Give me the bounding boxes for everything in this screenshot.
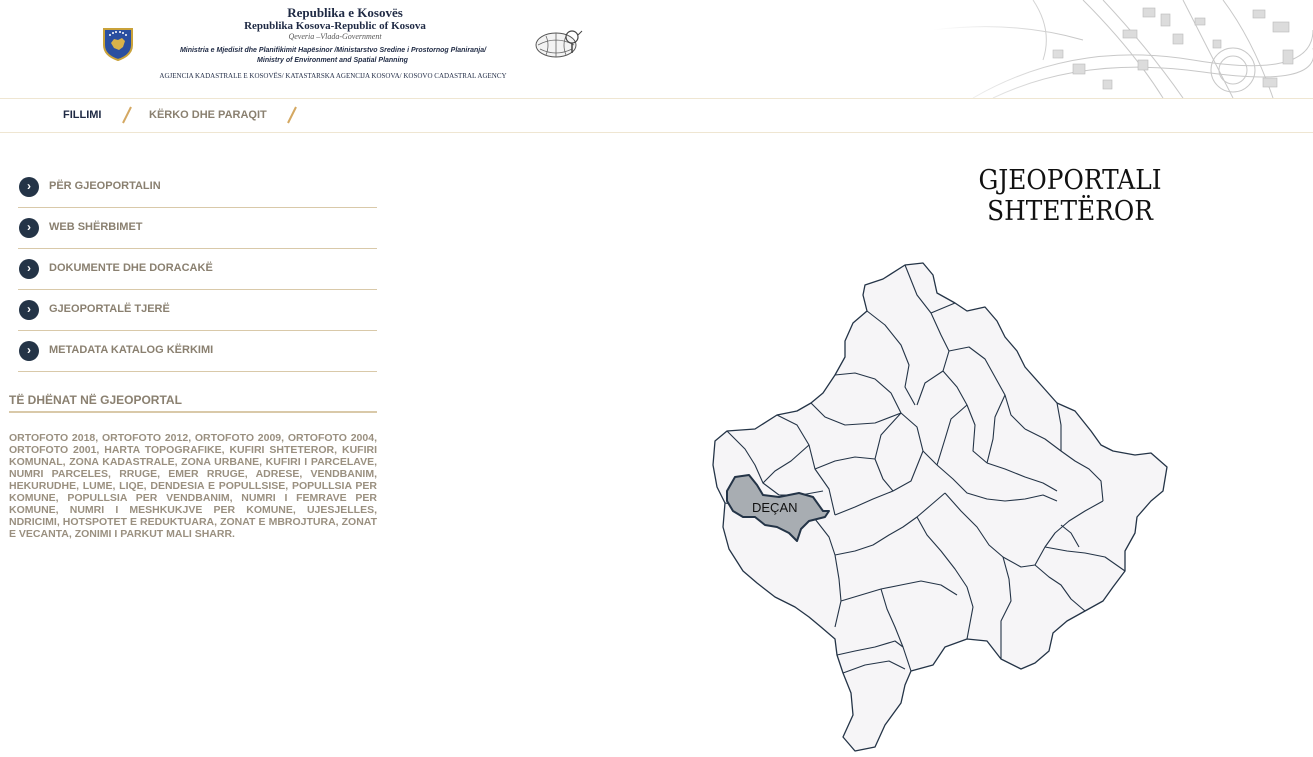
chevron-right-icon: › [19,177,39,197]
nav-separator-icon [286,105,298,125]
header-government: Qeveria –Vlada-Government [288,32,382,41]
chevron-right-icon: › [19,218,39,238]
site-header [0,0,1313,98]
data-section-title: TË DHËNAT NË GJEOPORTAL [9,393,182,407]
header-ministry-en: Ministry of Environment and Spatial Planning [257,57,408,64]
sidebar-item-label: METADATA KATALOG KËRKIMI [49,344,214,356]
sidebar-item-gjeoportale-tjere[interactable] [18,290,377,331]
sidebar-item-metadata-katalog-kerkimi[interactable] [18,331,377,372]
header-subtitle: Republika Kosova-Republic of Kosova [244,20,426,32]
sidebar-item-web-sherbimet[interactable] [18,208,377,249]
nav-item-fillimi[interactable]: FILLIMI [63,109,102,121]
header-title: Republika e Kosovës [287,5,403,20]
map-label-decan: DEÇAN [752,500,798,515]
sidebar-item-label: PËR GJEOPORTALIN [49,180,161,192]
kosovo-emblem-icon [102,27,134,61]
top-navigation [0,98,1313,133]
data-layers-list: ORTOFOTO 2018, ORTOFOTO 2012, ORTOFOTO 2009, ORTOFOTO 2004, ORTOFOTO 2001, HARTA TOPOGRAFIKE, KUFIRI SHTETEROR, KUFIRI KOMUNAL, ZONA KADASTRALE, ZONA URBANE, KUFIRI I PARCELAVE, NUMRI PARCELES, RRUGE, EMER RRUGE, ADRESE, VENDBANIM, HEKURUDHE, LUME, LIQE, DENDESIA E POPULLSISE, POPULLSIA PER KOMUNE, POPULLSIA PER VENDBANIM, NUMRI I FEMRAVE PER KOMUNE, NUMRI I MESHKUKJVE PER KOMUNE, UJESJELLES, NDRICIMI, HOTSPOTET E REDUKTUARA, ZONAT E MBROJTURA, ZONAT E VECANTA, ZONIMI I PARKUT MALI SHARR. [9,432,377,540]
chevron-right-icon: › [19,259,39,279]
sidebar-item-label: WEB SHËRBIMET [49,221,143,233]
page-title: GJEOPORTALI SHTETËROR [978,165,1162,227]
chevron-right-icon: › [19,300,39,320]
kosovo-municipalities-map[interactable] [705,255,1175,755]
chevron-right-icon: › [19,341,39,361]
data-section-heading [9,391,377,413]
sidebar-item-per-gjeoportalin[interactable] [18,167,377,208]
sidebar-item-dokumente-dhe-doracake[interactable] [18,249,377,290]
header-agency: AGJENCIA KADASTRALE E KOSOVËS/ KATASTARSKA AGENCIJA KOSOVA/ KOSOVO CADASTRAL AGENCY [159,72,507,80]
nav-item-kerko-dhe-paraqit[interactable]: KËRKO DHE PARAQIT [149,109,267,121]
header-city-map-decoration [933,0,1313,98]
sidebar-item-label: DOKUMENTE DHE DORACAKË [49,262,213,274]
header-ministry: Ministria e Mjedisit dhe Planifikimit Hapësinor /Ministarstvo Sredine i Prostornog Planiranja/ [179,47,487,54]
cadastral-agency-logo-icon [532,27,584,61]
nav-separator-icon [121,105,133,125]
sidebar-item-label: GJEOPORTALË TJERË [49,303,170,315]
